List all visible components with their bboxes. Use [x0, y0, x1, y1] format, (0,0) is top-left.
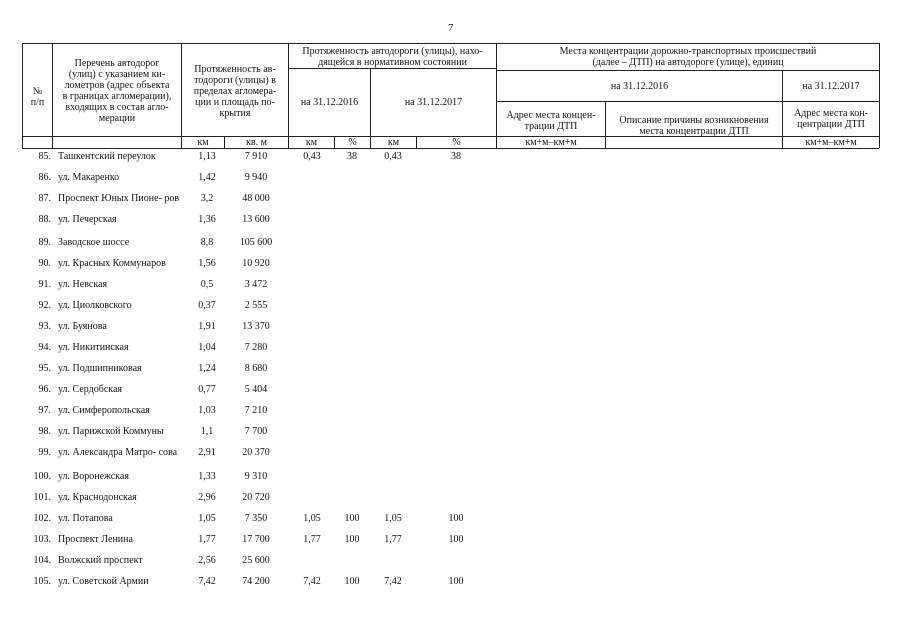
- normative-pct-2016: 100: [344, 513, 360, 524]
- area-sqm: 7 910: [244, 151, 268, 162]
- table-row: [0, 279, 905, 299]
- table-row: [0, 534, 905, 554]
- area-sqm: 13 600: [242, 214, 270, 225]
- table-row: [0, 300, 905, 320]
- row-number: 103.: [33, 534, 51, 545]
- length-km: 1,04: [198, 342, 216, 353]
- normative-km-2016: 1,77: [303, 534, 321, 545]
- row-number: 90.: [38, 258, 51, 269]
- table-row: [0, 151, 905, 171]
- area-sqm: 7 350: [244, 513, 268, 524]
- length-km: 2,91: [198, 447, 216, 458]
- row-number: 102.: [33, 513, 51, 524]
- length-km: 0,77: [198, 384, 216, 395]
- page-number: 7: [448, 22, 454, 34]
- area-sqm: 2 555: [244, 300, 268, 311]
- length-km: 1,13: [198, 151, 216, 162]
- table-row: [0, 492, 905, 512]
- length-km: 2,56: [198, 555, 216, 566]
- normative-pct-2017: 100: [448, 513, 464, 524]
- length-km: 0,5: [200, 279, 214, 290]
- area-sqm: 9 940: [244, 172, 268, 183]
- row-number: 104.: [33, 555, 51, 566]
- header-normative: Протяженность автодороги (улицы), нахо- дящейся в нормативном состоянии: [302, 46, 483, 68]
- length-km: 8,8: [200, 237, 214, 248]
- normative-km-2017: 0,43: [384, 151, 402, 162]
- area-sqm: 17 700: [242, 534, 270, 545]
- road-name: ул. Невская: [58, 279, 108, 290]
- road-name: ул. Красных Коммунаров: [58, 258, 166, 269]
- normative-km-2016: 0,43: [303, 151, 321, 162]
- area-sqm: 48 000: [242, 193, 270, 204]
- row-number: 97.: [38, 405, 51, 416]
- road-name: ул. Подшипниковая: [58, 363, 142, 374]
- road-name: ул. Парижской Коммуны: [58, 426, 164, 437]
- table-row: [0, 405, 905, 425]
- normative-pct-2017: 100: [448, 576, 464, 587]
- header-dtp-2017: на 31.12.2017: [802, 81, 860, 92]
- unit-pct-2016: %: [348, 137, 357, 148]
- unit-km-2017: км: [387, 137, 400, 148]
- header-num: № п/п: [30, 86, 45, 108]
- area-sqm: 9 310: [244, 471, 268, 482]
- area-sqm: 7 280: [244, 342, 268, 353]
- table-row: [0, 193, 905, 213]
- length-km: 1,33: [198, 471, 216, 482]
- unit-sqm: кв. м: [246, 137, 267, 148]
- length-km: 1,03: [198, 405, 216, 416]
- row-number: 91.: [38, 279, 51, 290]
- area-sqm: 10 920: [242, 258, 270, 269]
- unit-address-range: км+м–км+м: [525, 137, 577, 148]
- road-name: ул. Потапова: [58, 513, 113, 524]
- road-name: ул. Сердобская: [58, 384, 123, 395]
- length-km: 1,42: [198, 172, 216, 183]
- header-dtp-address: Адрес места концен- трации ДТП: [506, 110, 596, 132]
- length-km: 3,2: [200, 193, 214, 204]
- table-row: [0, 513, 905, 533]
- row-number: 100.: [33, 471, 51, 482]
- road-name: Проспект Юных Пионе- ров: [58, 193, 180, 204]
- normative-pct-2016: 100: [344, 534, 360, 545]
- normative-pct-2016: 38: [347, 151, 357, 162]
- row-number: 89.: [38, 237, 51, 248]
- road-name: ул. Никитинская: [58, 342, 129, 353]
- length-km: 1,56: [198, 258, 216, 269]
- row-number: 99.: [38, 447, 51, 458]
- table-row: [0, 321, 905, 341]
- area-sqm: 25 600: [242, 555, 270, 566]
- table-row: [0, 555, 905, 575]
- row-number: 94.: [38, 342, 51, 353]
- table-row: [0, 363, 905, 383]
- row-number: 95.: [38, 363, 51, 374]
- normative-pct-2016: 100: [344, 576, 360, 587]
- normative-km-2017: 7,42: [384, 576, 402, 587]
- road-name: ул. Печерская: [58, 214, 117, 225]
- row-number: 86.: [38, 172, 51, 183]
- road-name: Заводское шоссе: [58, 237, 130, 248]
- unit-pct-2017: %: [452, 137, 461, 148]
- area-sqm: 20 370: [242, 447, 270, 458]
- header-dtp-2016: на 31.12.2016: [610, 81, 669, 92]
- area-sqm: 5 404: [244, 384, 268, 395]
- table-row: [0, 447, 905, 467]
- table-row: [0, 214, 905, 234]
- header-dtp-address-2017: Адрес места кон- центрации ДТП: [794, 108, 868, 130]
- unit-km: км: [197, 137, 209, 148]
- normative-km-2017: 1,77: [384, 534, 402, 545]
- normative-pct-2017: 100: [448, 534, 464, 545]
- area-sqm: 8 680: [244, 363, 268, 374]
- road-name: Волжский проспект: [58, 555, 143, 566]
- length-km: 1,1: [200, 426, 214, 437]
- table-row: [0, 384, 905, 404]
- row-number: 98.: [38, 426, 51, 437]
- length-km: 7,42: [198, 576, 216, 587]
- road-name: ул. Симферопольская: [58, 405, 150, 416]
- road-name: ул. Александра Матро- сова: [58, 447, 178, 458]
- area-sqm: 105 600: [239, 237, 273, 248]
- row-number: 87.: [38, 193, 51, 204]
- header-length: Протяженность ав- тодороги (улицы) в пределах агломера- ции и площадь по- крытия: [193, 64, 277, 119]
- area-sqm: 7 700: [244, 426, 268, 437]
- row-number: 105.: [33, 576, 51, 587]
- normative-km-2016: 1,05: [303, 513, 321, 524]
- table-row: [0, 576, 905, 596]
- header-name: Перечень автодорог (улиц) с указанием ки- лометров (адрес объекта в границах агломерации), входящих в состав агло- мерации: [62, 58, 172, 124]
- road-name: ул. Макаренко: [58, 172, 120, 183]
- area-sqm: 7 210: [244, 405, 268, 416]
- road-name: Проспект Ленина: [58, 534, 133, 545]
- header-dtp-reason: Описание причины возникновения места концентрации ДТП: [619, 115, 769, 137]
- unit-address-range-2017: км+м–км+м: [805, 137, 857, 148]
- unit-km-2016: км: [305, 137, 318, 148]
- road-name: ул. Краснодонская: [58, 492, 137, 503]
- length-km: 1,91: [198, 321, 216, 332]
- area-sqm: 3 472: [244, 279, 268, 290]
- length-km: 0,37: [198, 300, 216, 311]
- normative-pct-2017: 38: [451, 151, 461, 162]
- row-number: 85.: [38, 151, 51, 162]
- road-name: ул. Советской Армии: [58, 576, 149, 587]
- row-number: 92.: [38, 300, 51, 311]
- length-km: 2,96: [198, 492, 216, 503]
- row-number: 96.: [38, 384, 51, 395]
- table-row: [0, 237, 905, 257]
- row-number: 93.: [38, 321, 51, 332]
- road-name: Ташкентский переулок: [58, 151, 156, 162]
- row-number: 101.: [33, 492, 51, 503]
- table-row: [0, 258, 905, 278]
- length-km: 1,05: [198, 513, 216, 524]
- road-name: ул. Воронежская: [58, 471, 129, 482]
- area-sqm: 13 370: [242, 321, 270, 332]
- header-dtp: Места концентрации дорожно-транспортных происшествий (далее – ДТП) на автодороге (улице), единиц: [559, 46, 817, 68]
- length-km: 1,77: [198, 534, 216, 545]
- road-name: ул. Циолковского: [58, 300, 132, 311]
- table-row: [0, 471, 905, 491]
- row-number: 88.: [38, 214, 51, 225]
- area-sqm: 20 720: [242, 492, 270, 503]
- normative-km-2017: 1,05: [384, 513, 402, 524]
- header-date-2016: на 31.12.2016: [300, 97, 359, 108]
- road-name: ул. Буянова: [58, 321, 107, 332]
- length-km: 1,24: [198, 363, 216, 374]
- table-row: [0, 426, 905, 446]
- length-km: 1,36: [198, 214, 216, 225]
- table-row: [0, 172, 905, 192]
- header-date-2017: на 31.12.2017: [404, 97, 463, 108]
- normative-km-2016: 7,42: [303, 576, 321, 587]
- table-row: [0, 342, 905, 362]
- area-sqm: 74 200: [242, 576, 270, 587]
